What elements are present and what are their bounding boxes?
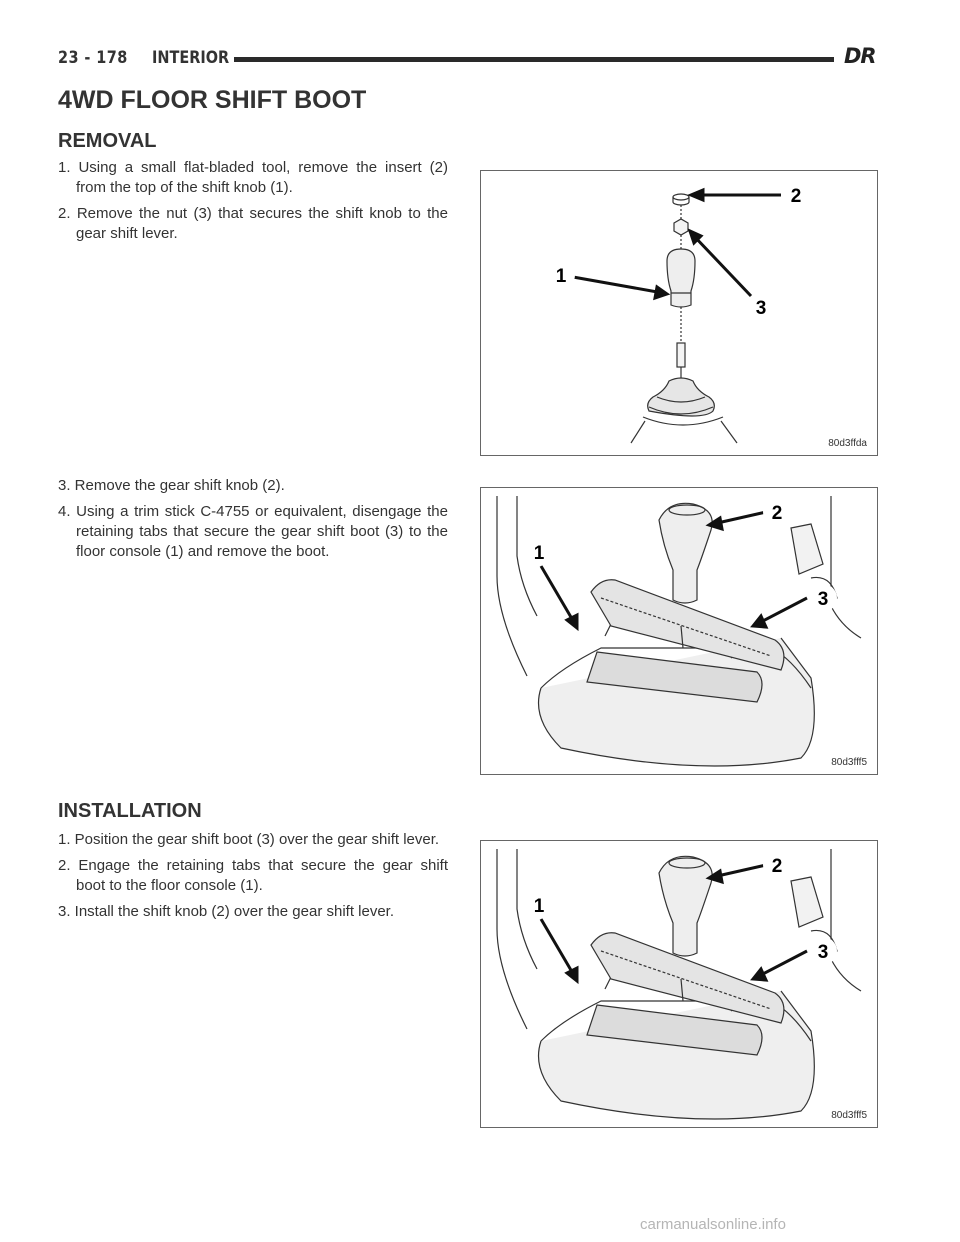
figure-2-drawing bbox=[481, 488, 879, 776]
callout-1: 1 bbox=[533, 896, 545, 917]
callout-3: 3 bbox=[755, 298, 767, 319]
installation-heading: INSTALLATION bbox=[58, 800, 202, 822]
figure-3-drawing bbox=[481, 841, 879, 1129]
figure-id: 80d3ffda bbox=[828, 438, 867, 449]
removal-step-1: 1. Using a small flat-bladed tool, remove the insert (2) from the top of the shift knob (1). bbox=[58, 159, 448, 196]
installation-steps bbox=[58, 830, 448, 928]
model-code: DR bbox=[844, 44, 876, 68]
page-number: 23 - 178 bbox=[58, 48, 128, 68]
watermark: carmanualsonline.info bbox=[640, 1216, 786, 1233]
figure-shift-knob-exploded bbox=[480, 170, 878, 456]
removal-steps-a bbox=[58, 158, 448, 250]
callout-3: 3 bbox=[817, 589, 829, 610]
page-header bbox=[58, 44, 878, 74]
figure-id: 80d3fff5 bbox=[831, 1110, 867, 1121]
callout-2: 2 bbox=[790, 186, 802, 207]
installation-step-2: 2. Engage the retaining tabs that secure the gear shift boot to the floor console (1). bbox=[58, 857, 448, 894]
installation-step-3: 3. Install the shift knob (2) over the gear shift lever. bbox=[58, 903, 395, 920]
section-title: INTERIOR bbox=[152, 48, 230, 68]
callout-2: 2 bbox=[771, 503, 783, 524]
figure-shift-boot-installation bbox=[480, 840, 878, 1128]
callout-1: 1 bbox=[555, 266, 567, 287]
figure-1-drawing bbox=[481, 171, 879, 457]
removal-step-2: 2. Remove the nut (3) that secures the shift knob to the gear shift lever. bbox=[58, 205, 448, 242]
installation-step-1: 1. Position the gear shift boot (3) over the gear shift lever. bbox=[58, 831, 440, 848]
removal-step-4: 4. Using a trim stick C-4755 or equivalent, disengage the retaining tabs that secure the gear shift boot (3) to the floor console (1) and remove the boot. bbox=[58, 503, 448, 560]
figure-id: 80d3fff5 bbox=[831, 757, 867, 768]
removal-step-3: 3. Remove the gear shift knob (2). bbox=[58, 477, 285, 494]
callout-3: 3 bbox=[817, 942, 829, 963]
callout-1: 1 bbox=[533, 543, 545, 564]
callout-2: 2 bbox=[771, 856, 783, 877]
header-rule bbox=[234, 57, 834, 62]
removal-heading: REMOVAL bbox=[58, 130, 157, 152]
page-title: 4WD FLOOR SHIFT BOOT bbox=[58, 86, 367, 114]
removal-steps-b bbox=[58, 476, 448, 568]
figure-shift-boot-removal bbox=[480, 487, 878, 775]
